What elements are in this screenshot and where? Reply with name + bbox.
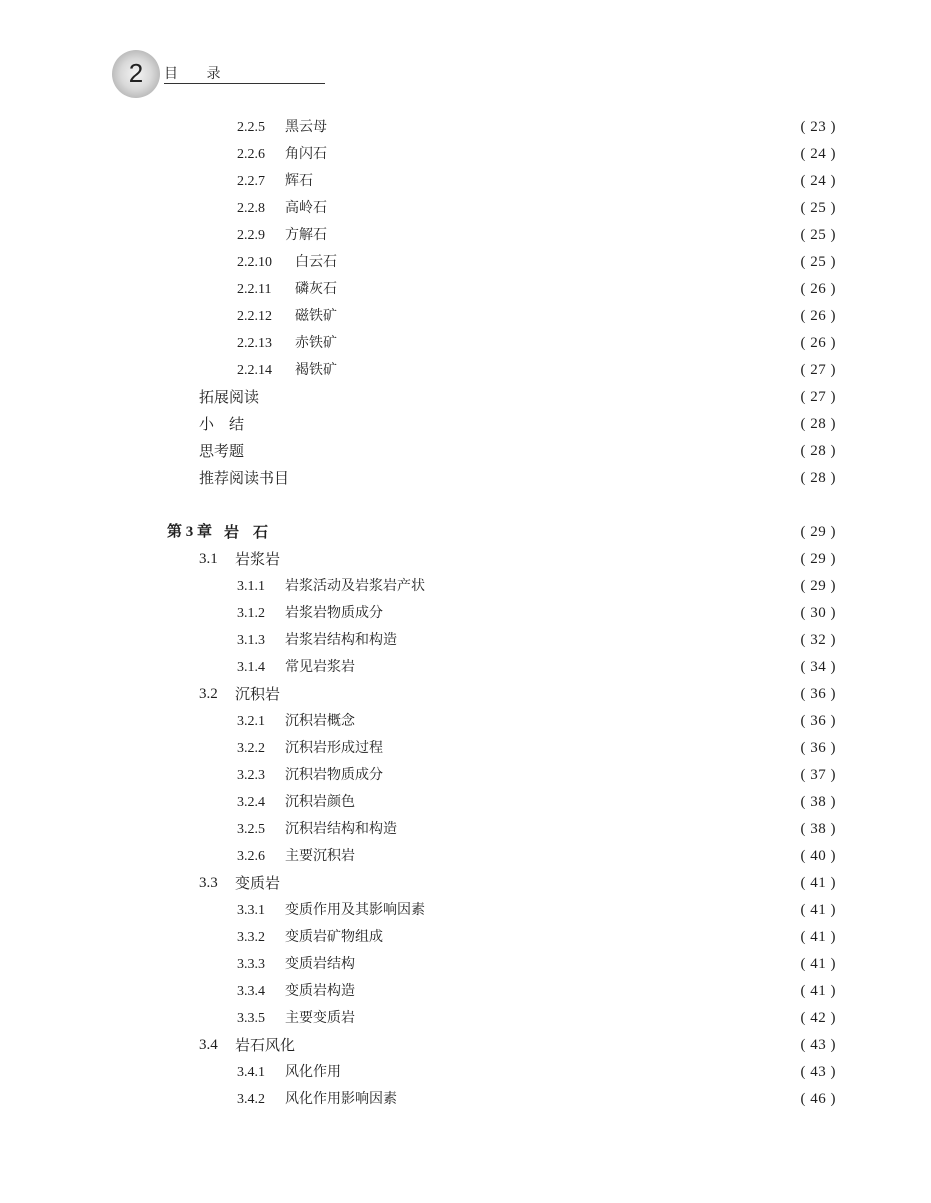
toc-entry[interactable] — [237, 978, 836, 1005]
entry-number: 3.2.2 — [237, 741, 265, 756]
leader-dots — [261, 384, 798, 411]
entry-page: ( 26 ) — [800, 281, 836, 297]
entry-page: ( 37 ) — [800, 767, 836, 783]
toc-entry[interactable] — [199, 411, 836, 438]
leader-dots — [335, 141, 799, 168]
toc-entry[interactable] — [237, 600, 836, 627]
leader-dots — [433, 897, 799, 924]
entry-number: 2.2.6 — [237, 147, 265, 162]
section-title: 目 录 — [164, 66, 233, 82]
entry-title: 沉积岩 — [235, 685, 281, 703]
toc-entry[interactable] — [237, 789, 836, 816]
toc-entry[interactable] — [237, 951, 836, 978]
leader-dots — [391, 924, 799, 951]
toc-entry[interactable] — [199, 438, 836, 465]
entry-page: ( 34 ) — [800, 659, 836, 675]
entry-title: 主要变质岩 — [285, 1010, 355, 1026]
toc-entry[interactable] — [237, 330, 836, 357]
leader-dots — [246, 411, 798, 438]
entry-number: 3.2.5 — [237, 822, 265, 837]
toc-entry[interactable] — [237, 627, 836, 654]
entry-page: ( 26 ) — [800, 308, 836, 324]
leader-dots — [246, 438, 798, 465]
leader-dots — [321, 168, 799, 195]
entry-title: 变质岩矿物组成 — [285, 929, 383, 945]
toc-entry[interactable] — [237, 924, 836, 951]
leader-dots — [345, 357, 799, 384]
toc-entry[interactable] — [237, 222, 836, 249]
toc-entry[interactable] — [237, 762, 836, 789]
toc-entry[interactable] — [237, 735, 836, 762]
entry-title: 岩石风化 — [235, 1036, 296, 1054]
entry-number: 3.1.2 — [237, 606, 265, 621]
entry-title: 磷灰石 — [295, 281, 337, 297]
entry-number: 2.2.8 — [237, 201, 265, 216]
entry-number: 2.2.13 — [237, 336, 272, 351]
entry-page: ( 29 ) — [800, 551, 836, 567]
leader-dots — [288, 870, 798, 897]
entry-title: 褐铁矿 — [295, 362, 337, 378]
entry-number: 3.2.4 — [237, 795, 265, 810]
leader-dots — [363, 654, 799, 681]
entry-page: ( 25 ) — [800, 227, 836, 243]
entry-number: 3.3.2 — [237, 930, 265, 945]
entry-title: 沉积岩形成过程 — [285, 740, 383, 756]
entry-page: ( 36 ) — [800, 686, 836, 702]
entry-number: 2.2.9 — [237, 228, 265, 243]
entry-number: 3.4.2 — [237, 1092, 265, 1107]
entry-title: 沉积岩结构和构造 — [285, 821, 397, 837]
entry-page: ( 24 ) — [800, 146, 836, 162]
entry-page: ( 30 ) — [800, 605, 836, 621]
entry-number: 2.2.10 — [237, 255, 272, 270]
entry-page: ( 28 ) — [800, 416, 836, 432]
leader-dots — [405, 1086, 799, 1113]
entry-number: 3.4.1 — [237, 1065, 265, 1080]
toc-entry[interactable] — [237, 195, 836, 222]
entry-page: ( 41 ) — [800, 983, 836, 999]
toc-section-entry[interactable] — [199, 1032, 836, 1059]
entry-title: 黑云母 — [285, 119, 327, 135]
entry-page: ( 27 ) — [800, 389, 836, 405]
leader-dots — [288, 546, 798, 573]
leader-dots — [345, 249, 799, 276]
entry-title: 白云石 — [295, 254, 337, 270]
entry-title: 沉积岩概念 — [285, 713, 355, 729]
entry-title: 岩浆岩物质成分 — [285, 605, 383, 621]
entry-page: ( 43 ) — [800, 1064, 836, 1080]
entry-title: 沉积岩物质成分 — [285, 767, 383, 783]
toc-entry[interactable] — [237, 897, 836, 924]
leader-dots — [345, 303, 799, 330]
entry-page: ( 24 ) — [800, 173, 836, 189]
entry-number: 3.3.4 — [237, 984, 265, 999]
toc-section-entry[interactable] — [199, 870, 836, 897]
toc-entry[interactable] — [237, 843, 836, 870]
entry-title: 拓展阅读 — [199, 388, 260, 406]
leader-dots — [345, 276, 799, 303]
entry-page: ( 42 ) — [800, 1010, 836, 1026]
toc-entry[interactable] — [237, 1005, 836, 1032]
entry-number: 3.3.5 — [237, 1011, 265, 1026]
chapter-title: 岩石 — [224, 523, 283, 541]
toc-section-entry[interactable] — [199, 681, 836, 708]
entry-number: 3.2 — [199, 686, 218, 702]
entry-page: ( 29 ) — [800, 578, 836, 594]
entry-title: 方解石 — [285, 227, 327, 243]
entry-title: 变质岩结构 — [285, 956, 355, 972]
entry-title: 赤铁矿 — [295, 335, 337, 351]
entry-page: ( 32 ) — [800, 632, 836, 648]
entry-number: 3.3.3 — [237, 957, 265, 972]
toc-entry[interactable] — [237, 249, 836, 276]
leader-dots — [363, 978, 799, 1005]
toc-section-entry[interactable] — [199, 546, 836, 573]
toc-entry[interactable] — [199, 384, 836, 411]
entry-number: 3.2.1 — [237, 714, 265, 729]
entry-page: ( 28 ) — [800, 470, 836, 486]
leader-dots — [335, 195, 799, 222]
entry-number: 2.2.5 — [237, 120, 265, 135]
entry-number: 2.2.14 — [237, 363, 272, 378]
entry-page: ( 41 ) — [800, 929, 836, 945]
toc-entry[interactable] — [237, 276, 836, 303]
entry-title: 沉积岩颜色 — [285, 794, 355, 810]
entry-page: ( 41 ) — [800, 875, 836, 891]
entry-page: ( 27 ) — [800, 362, 836, 378]
leader-dots — [284, 519, 798, 546]
leader-dots — [363, 1005, 799, 1032]
page-header — [112, 50, 312, 98]
entry-number: 3.1 — [199, 551, 218, 567]
leader-dots — [335, 222, 799, 249]
leader-dots — [433, 573, 799, 600]
entry-page: ( 23 ) — [800, 119, 836, 135]
leader-dots — [405, 816, 799, 843]
entry-page: ( 38 ) — [800, 821, 836, 837]
toc-entry[interactable] — [237, 303, 836, 330]
toc-entry[interactable] — [237, 1086, 836, 1113]
leader-dots — [391, 762, 799, 789]
entry-title: 岩浆岩 — [235, 550, 281, 568]
entry-title: 岩浆活动及岩浆岩产状 — [285, 578, 425, 594]
leader-dots — [349, 1059, 799, 1086]
entry-page: ( 43 ) — [800, 1037, 836, 1053]
entry-page: ( 46 ) — [800, 1091, 836, 1107]
leader-dots — [303, 1032, 798, 1059]
entry-number: 2.2.7 — [237, 174, 265, 189]
entry-page: ( 38 ) — [800, 794, 836, 810]
entry-page: ( 41 ) — [800, 956, 836, 972]
entry-title: 高岭石 — [285, 200, 327, 216]
entry-page: ( 25 ) — [800, 254, 836, 270]
toc-entry[interactable] — [237, 573, 836, 600]
entry-title: 常见岩浆岩 — [285, 659, 355, 675]
entry-number: 3.2.6 — [237, 849, 265, 864]
toc-entry[interactable] — [199, 465, 836, 492]
entry-title: 风化作用 — [285, 1064, 341, 1080]
leader-dots — [405, 627, 799, 654]
entry-page: ( 40 ) — [800, 848, 836, 864]
toc-entry[interactable] — [237, 141, 836, 168]
toc-chapter-entry[interactable] — [167, 519, 836, 546]
leader-dots — [345, 330, 799, 357]
entry-page: ( 26 ) — [800, 335, 836, 351]
leader-dots — [363, 951, 799, 978]
entry-title: 变质岩构造 — [285, 983, 355, 999]
entry-page: ( 25 ) — [800, 200, 836, 216]
leader-dots — [391, 600, 799, 627]
toc-entry[interactable] — [237, 168, 836, 195]
chapter-number: 第 3 章 — [167, 524, 213, 540]
entry-number: 3.2.3 — [237, 768, 265, 783]
entry-title: 角闪石 — [285, 146, 327, 162]
toc-entry[interactable] — [237, 114, 836, 141]
toc-entry[interactable] — [237, 816, 836, 843]
leader-dots — [335, 114, 799, 141]
entry-title: 思考题 — [199, 442, 245, 460]
leader-dots — [363, 789, 799, 816]
entry-title: 推荐阅读书目 — [199, 469, 290, 487]
entry-number: 2.2.12 — [237, 309, 272, 324]
toc-entry[interactable] — [237, 357, 836, 384]
entry-title: 岩浆岩结构和构造 — [285, 632, 397, 648]
entry-number: 3.1.4 — [237, 660, 265, 675]
entry-number: 3.1.3 — [237, 633, 265, 648]
leader-dots — [363, 708, 799, 735]
entry-title: 辉石 — [285, 173, 313, 189]
page-number-badge — [112, 50, 160, 98]
toc-entry[interactable] — [237, 654, 836, 681]
entry-title: 小 结 — [199, 415, 245, 433]
toc-entry[interactable] — [237, 1059, 836, 1086]
entry-page: ( 36 ) — [800, 740, 836, 756]
entry-number: 3.1.1 — [237, 579, 265, 594]
entry-title: 风化作用影响因素 — [285, 1091, 397, 1107]
entry-number: 3.3 — [199, 875, 218, 891]
leader-dots — [291, 465, 798, 492]
leader-dots — [288, 681, 798, 708]
entry-page: ( 41 ) — [800, 902, 836, 918]
header-rule — [164, 83, 325, 84]
entry-title: 变质作用及其影响因素 — [285, 902, 425, 918]
page-number: 2 — [128, 58, 144, 88]
entry-page: ( 36 ) — [800, 713, 836, 729]
entry-page: ( 28 ) — [800, 443, 836, 459]
entry-title: 变质岩 — [235, 874, 281, 892]
entry-title: 主要沉积岩 — [285, 848, 355, 864]
entry-number: 2.2.11 — [237, 282, 272, 297]
toc-entry[interactable] — [237, 708, 836, 735]
entry-number: 3.4 — [199, 1037, 218, 1053]
leader-dots — [363, 843, 799, 870]
leader-dots — [391, 735, 799, 762]
entry-title: 磁铁矿 — [295, 308, 337, 324]
entry-number: 3.3.1 — [237, 903, 265, 918]
entry-page: ( 29 ) — [800, 524, 836, 540]
